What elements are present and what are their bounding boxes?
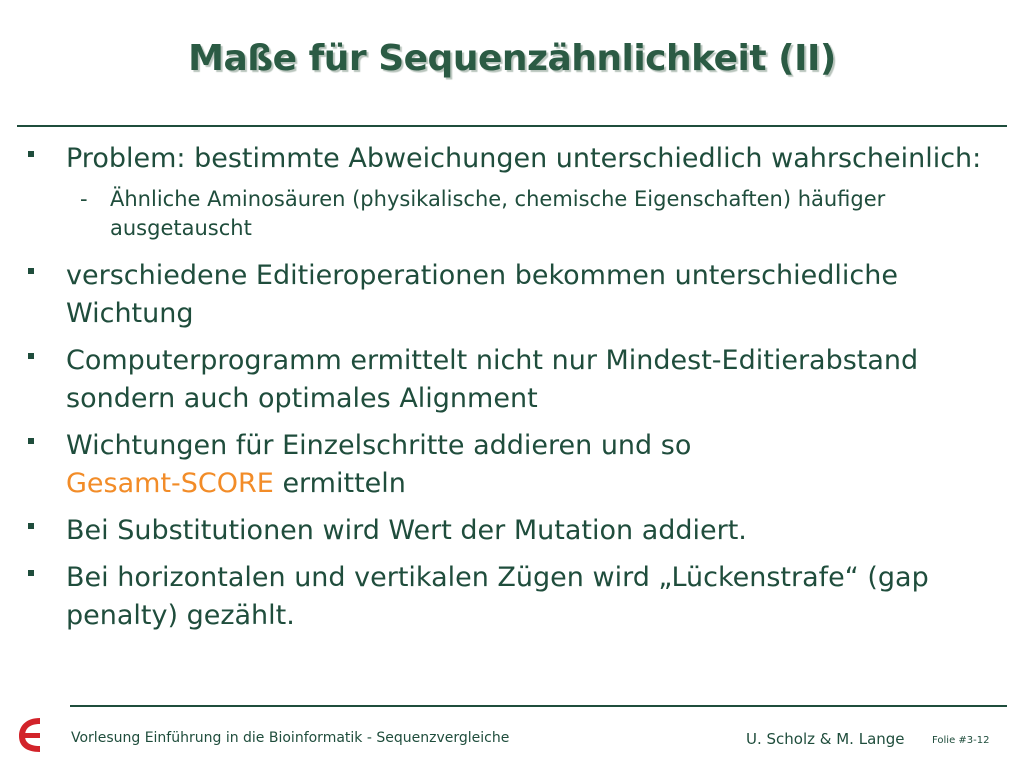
bullet-text-after: ermitteln (282, 468, 406, 499)
sub-bullet-dash: - (80, 187, 88, 211)
bullet-problem (24, 140, 1004, 178)
title-divider (17, 125, 1007, 127)
bullet-wichtungen (24, 427, 1004, 503)
footer-course: Vorlesung Einführung in die Bioinformatik - Sequenzvergleiche (71, 730, 510, 746)
bullet-text: Computerprogramm ermittelt nicht nur Mindest-Editierabstand sondern auch optimales Alignment (66, 345, 919, 414)
institute-logo-icon (16, 712, 44, 756)
bullet-text-before: Wichtungen für Einzelschritte addieren und so (66, 430, 692, 461)
bullet-text: Bei Substitutionen wird Wert der Mutation addiert. (66, 515, 747, 546)
footer-divider (70, 705, 1007, 707)
bullet-marker-icon (28, 353, 34, 359)
bullet-computerprogramm (24, 342, 1004, 418)
bullet-text: Bei horizontalen und vertikalen Zügen wird „Lückenstrafe“ (gap penalty) gezählt. (66, 562, 929, 631)
slide-title: Maße für Sequenzähnlichkeit (II) (188, 38, 836, 79)
highlight-gesamt-score: Gesamt-SCORE (66, 468, 274, 499)
footer-slide-number: Folie #3-12 (932, 735, 990, 746)
bullet-marker-icon (28, 268, 34, 274)
bullet-text: Problem: bestimmte Abweichungen unterschiedlich wahrscheinlich: (66, 143, 982, 174)
slide-content (24, 140, 1004, 644)
bullet-substitutionen (24, 512, 1004, 550)
bullet-marker-icon (28, 438, 34, 444)
bullet-marker-icon (28, 151, 34, 157)
sub-bullet-text: Ähnliche Aminosäuren (physikalische, chemische Eigenschaften) häufiger ausgetauscht (110, 187, 886, 240)
sub-bullet-aminosaeuren (24, 185, 1004, 243)
bullet-editieroperationen (24, 257, 1004, 333)
bullet-marker-icon (28, 570, 34, 576)
footer-authors: U. Scholz & M. Lange (746, 730, 905, 748)
bullet-marker-icon (28, 523, 34, 529)
bullet-gap-penalty (24, 559, 1004, 635)
bullet-text: verschiedene Editieroperationen bekommen unterschiedliche Wichtung (66, 260, 898, 329)
